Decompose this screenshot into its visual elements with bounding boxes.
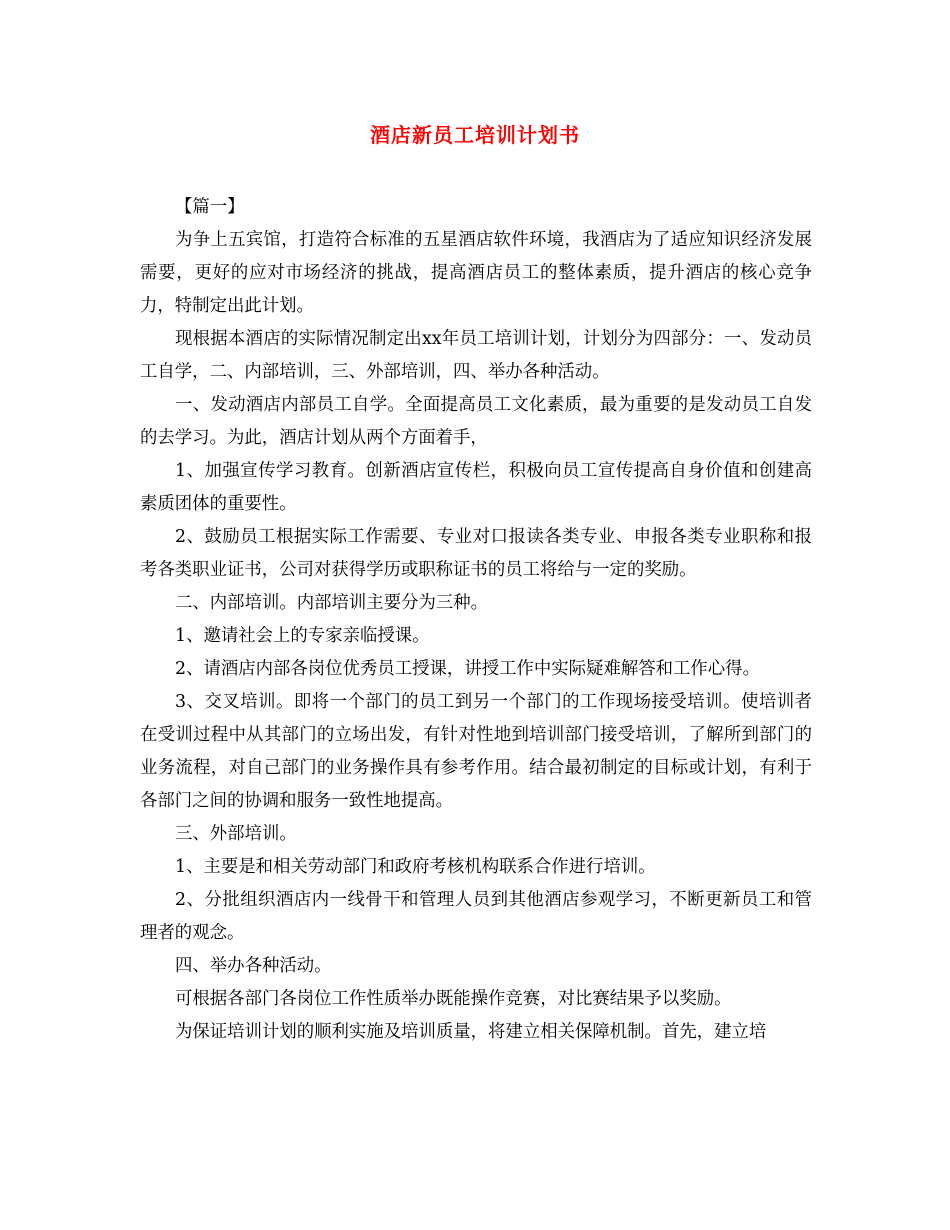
paragraph: 1、加强宣传学习教育。创新酒店宣传栏，积极向员工宣传提高自身价值和创建高素质团体的重要性。 — [140, 461, 812, 514]
paragraph: 一、发动酒店内部员工自学。全面提高员工文化素质，最为重要的是发动员工自发的去学习。为此，酒店计划从两个方面着手， — [140, 395, 812, 448]
paragraph: 3、交叉培训。即将一个部门的员工到另一个部门的工作现场接受培训。使培训者在受训过程中从其部门的立场出发，有针对性地到培训部门接受培训，了解所到部门的业务流程，对自己部门的业务操作具有参考作用。结合最初制定的目标或计划，有利于各部门之间的协调和服务一致性地提高。 — [140, 692, 812, 811]
paragraph: 1、主要是和相关劳动部门和政府考核机构联系合作进行培训。 — [175, 857, 656, 877]
paragraph: 2、请酒店内部各岗位优秀员工授课，讲授工作中实际疑难解答和工作心得。 — [175, 659, 760, 679]
paragraph: 二、内部培训。内部培训主要分为三种。 — [175, 593, 489, 613]
paragraph: 现根据本酒店的实际情况制定出xx年员工培训计划，计划分为四部分：一、发动员工自学，二、内部培训，三、外部培训，四、举办各种活动。 — [140, 329, 812, 382]
paragraph: 可根据各部门各岗位工作性质举办既能操作竞赛，对比赛结果予以奖励。 — [175, 989, 732, 1009]
paragraph: 四、举办各种活动。 — [175, 956, 332, 976]
paragraph: 2、鼓励员工根据实际工作需要、专业对口报读各类专业、申报各类专业职称和报考各类职业证书，公司对获得学历或职称证书的员工将给与一定的奖励。 — [140, 527, 812, 580]
section-heading: 【篇一】 — [175, 197, 245, 217]
document-title: 酒店新员工培训计划书 — [370, 123, 580, 147]
paragraph: 1、邀请社会上的专家亲临授课。 — [175, 626, 430, 646]
paragraph: 为保证培训计划的顺利实施及培训质量，将建立相关保障机制。首先，建立培 — [175, 1022, 767, 1042]
paragraph: 为争上五宾馆，打造符合标准的五星酒店软件环境，我酒店为了适应知识经济发展需要，更好的应对市场经济的挑战，提高酒店员工的整体素质，提升酒店的核心竞争力，特制定出此计划。 — [140, 230, 812, 316]
document-body — [140, 191, 812, 1049]
paragraph: 三、外部培训。 — [175, 824, 297, 844]
paragraph: 2、分批组织酒店内一线骨干和管理人员到其他酒店参观学习，不断更新员工和管理者的观念。 — [140, 890, 812, 943]
